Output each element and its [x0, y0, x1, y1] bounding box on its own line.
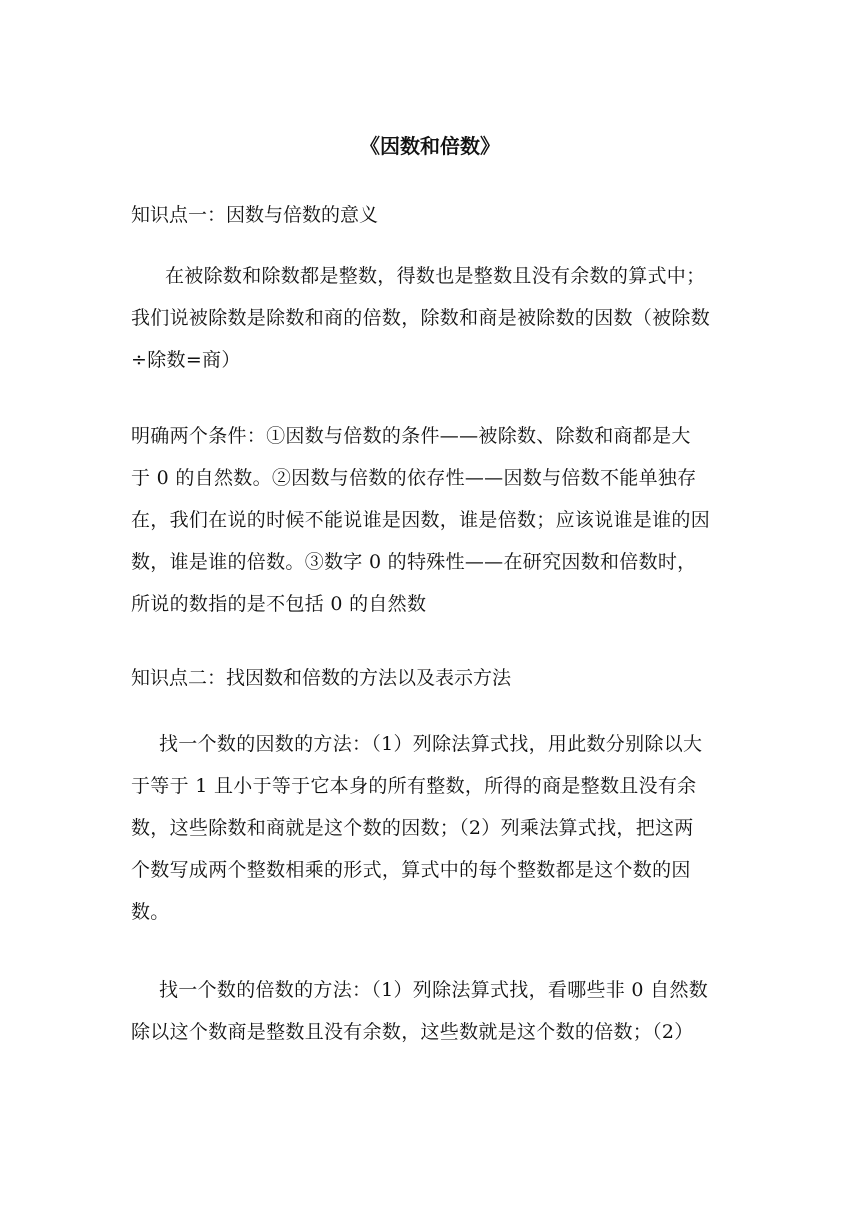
paragraph-line: 数。 [131, 901, 170, 923]
paragraph-line: 除以这个数商是整数且没有余数，这些数就是这个数的倍数；（2） [131, 1021, 694, 1043]
paragraph-conditions [131, 418, 731, 622]
paragraph-line: 我们说被除数是除数和商的倍数，除数和商是被除数的因数（被除数 [131, 307, 711, 329]
paragraph-line: ÷除数=商） [131, 349, 241, 371]
paragraph-line: 于 0 的自然数。②因数与倍数的依存性——因数与倍数不能单独存 [131, 467, 697, 489]
document-title: 《因数和倍数》 [360, 134, 500, 158]
paragraph-find-factors [131, 726, 731, 930]
section-heading-2: 知识点二：找因数和倍数的方法以及表示方法 [131, 667, 512, 689]
paragraph-line: 于等于 1 且小于等于它本身的所有整数，所得的商是整数且没有余 [131, 775, 697, 797]
paragraph-line: 所说的数指的是不包括 0 的自然数 [131, 593, 427, 615]
paragraph-line: 找一个数的倍数的方法：（1）列除法算式找，看哪些非 0 自然数 [159, 979, 709, 1001]
paragraph-line: 找一个数的因数的方法：（1）列除法算式找，用此数分别除以大 [159, 733, 703, 755]
paragraph-find-multiples [131, 972, 731, 1050]
paragraph-line: 数，这些除数和商就是这个数的因数；（2）列乘法算式找，把这两 [131, 817, 694, 839]
paragraph-line: 在被除数和除数都是整数，得数也是整数且没有余数的算式中； [165, 265, 706, 287]
section-heading-1: 知识点一：因数与倍数的意义 [131, 204, 379, 226]
paragraph-line: 个数写成两个整数相乘的形式，算式中的每个整数都是这个数的因 [131, 859, 691, 881]
paragraph-line: 在，我们在说的时候不能说谁是因数，谁是倍数；应该说谁是谁的因 [131, 509, 711, 531]
paragraph-definition [131, 258, 731, 378]
paragraph-line: 数，谁是谁的倍数。③数字 0 的特殊性——在研究因数和倍数时， [131, 551, 697, 573]
paragraph-line: 明确两个条件：①因数与倍数的条件——被除数、除数和商都是大 [131, 425, 691, 447]
